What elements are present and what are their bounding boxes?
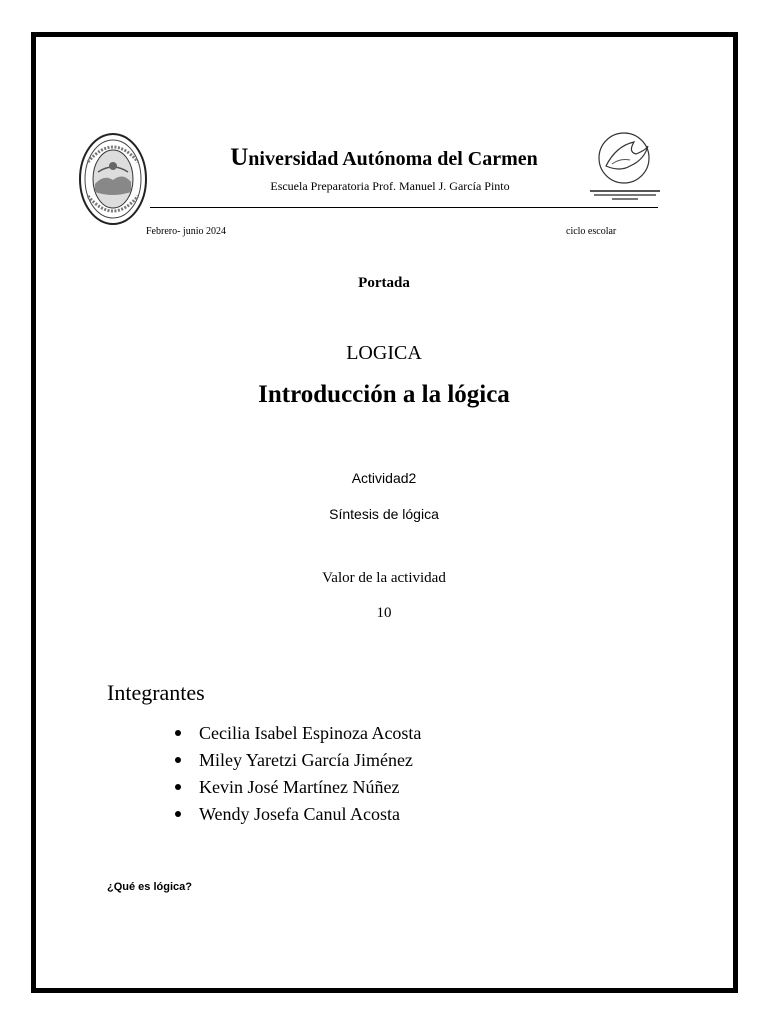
activity-number: Actividad2 — [351, 470, 417, 486]
subject-name: LOGICA — [346, 342, 422, 364]
members-heading: Integrantes — [107, 680, 205, 705]
cover-heading: Portada — [358, 275, 410, 291]
list-item: Kevin José Martínez Núñez — [175, 776, 421, 803]
list-item: Wendy Josefa Canul Acosta — [175, 803, 421, 830]
header-divider — [150, 207, 658, 208]
activity-value: 10 — [376, 605, 392, 621]
members-list — [175, 722, 421, 830]
section-question: ¿Qué es lógica? — [107, 881, 192, 893]
bullet-icon — [175, 730, 181, 736]
university-name: Universidad Autónoma del Carmen — [230, 144, 538, 171]
activity-name: Síntesis de lógica — [329, 506, 439, 522]
list-item: Miley Yaretzi García Jiménez — [175, 749, 421, 776]
document-title: Introducción a la lógica — [258, 381, 510, 408]
bullet-icon — [175, 811, 181, 817]
bullet-icon — [175, 757, 181, 763]
bullet-icon — [175, 784, 181, 790]
school-name: Escuela Preparatoria Prof. Manuel J. García Pinto — [270, 179, 510, 193]
school-cycle: ciclo escolar — [566, 226, 617, 237]
list-item: Cecilia Isabel Espinoza Acosta — [175, 722, 421, 749]
activity-value-label: Valor de la actividad — [322, 570, 446, 586]
school-period: Febrero- junio 2024 — [146, 226, 226, 237]
